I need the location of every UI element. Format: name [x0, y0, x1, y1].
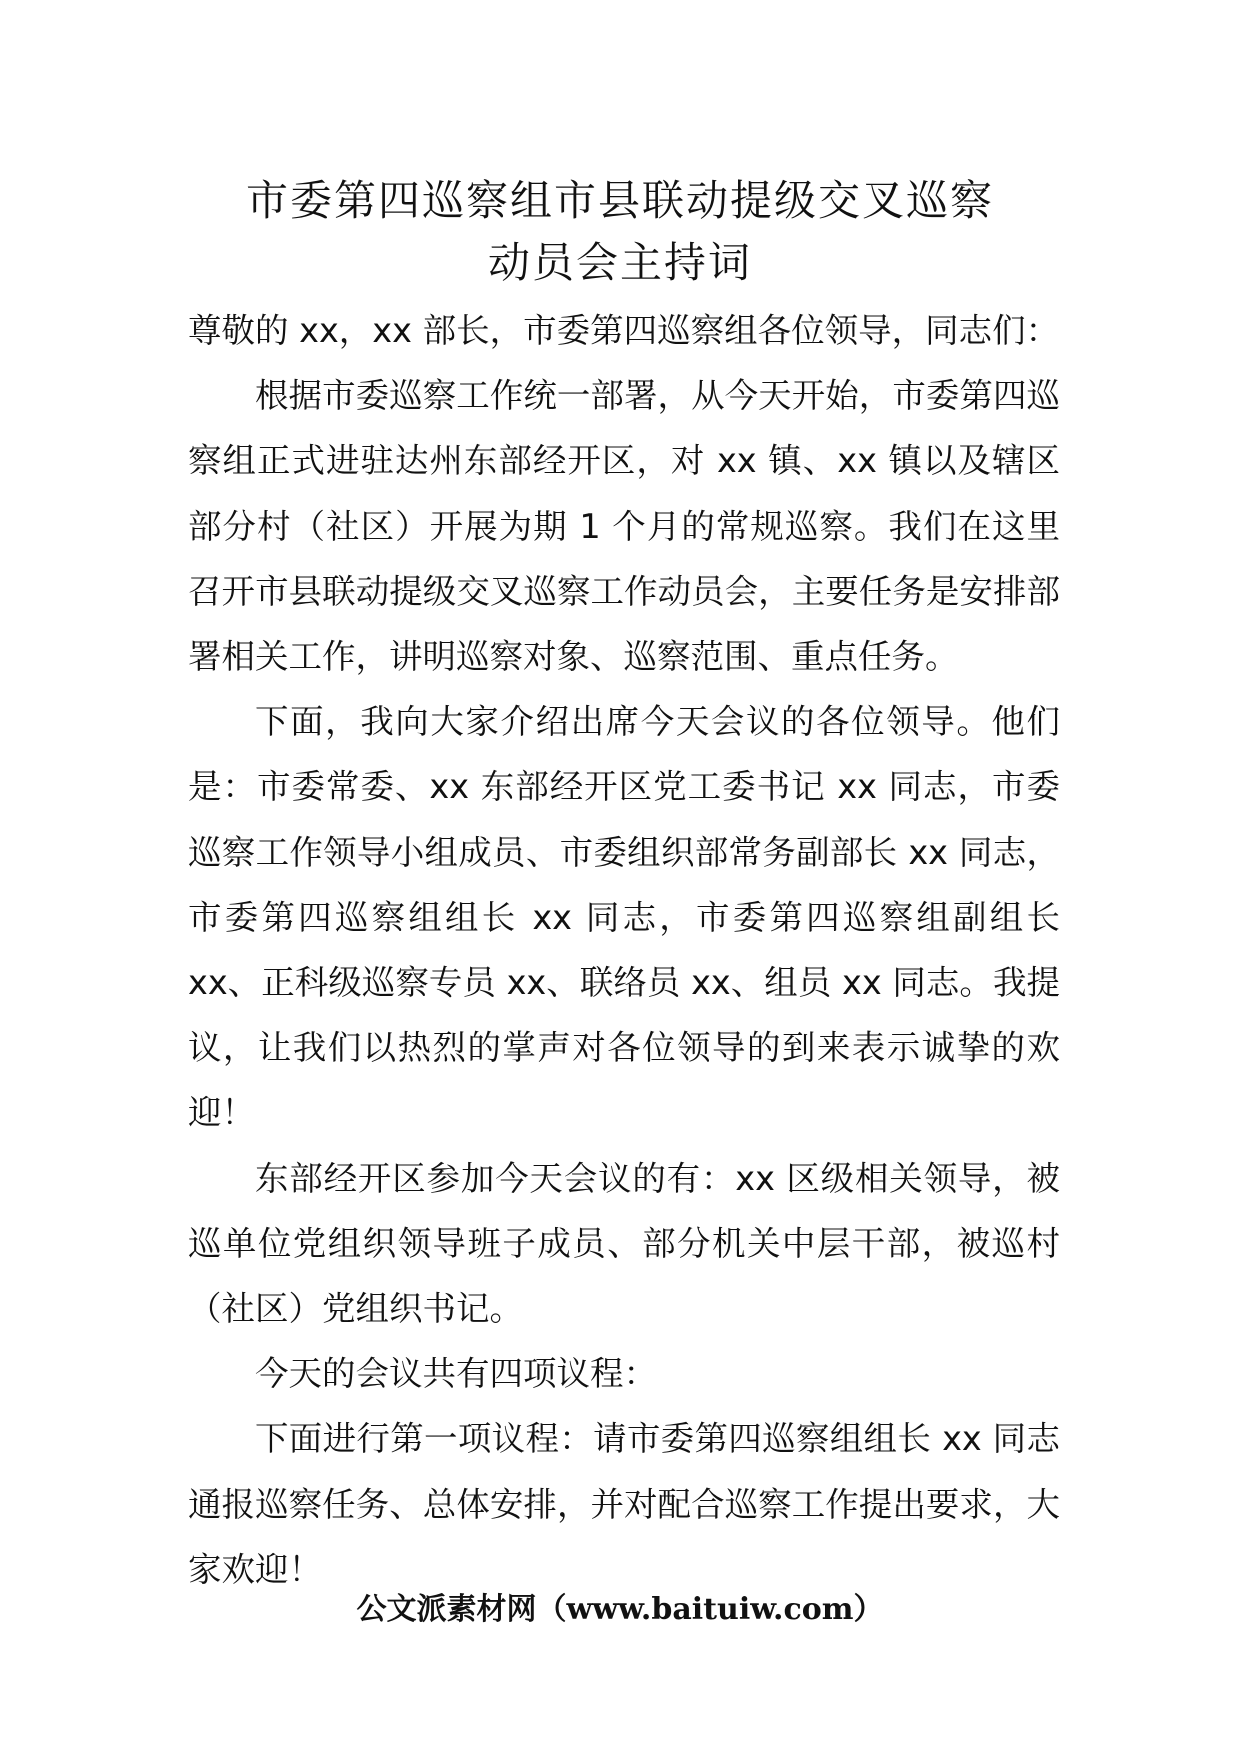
document-title [150, 170, 1090, 294]
paragraph-attendees: 东部经开区参加今天会议的有：xx 区级相关领导，被巡单位党组织领导班子成员、部分机关中层干部，被巡村（社区）党组织书记。 [188, 1158, 1060, 1329]
salutation: 尊敬的 xx，xx 部长，市委第四巡察组各位领导，同志们： [188, 311, 1060, 350]
paragraph-agenda: 今天的会议共有四项议程： [255, 1354, 657, 1394]
paragraph-leaders-intro: 下面，我向大家介绍出席今天会议的各位领导。他们是：市委常委、xx 东部经开区党工委书记 xx 同志，市委巡察工作领导小组成员、市委组织部常务副部长 xx 同志，市委第四巡察组组长 xx 同志，市委第四巡察组副组长 xx、正科级巡察专员 xx、联络员 xx、组员 xx 同志。我提议，让我们以热烈的掌声对各位领导的到来表示诚挚的欢迎！ [188, 702, 1060, 1133]
footer-watermark: 公文派素材网（www.baituiw.com） [356, 1592, 884, 1627]
title-line-1: 市委第四巡察组市县联动提级交叉巡察 [245, 176, 994, 225]
paragraph-deployment: 根据市委巡察工作统一部署，从今天开始，市委第四巡察组正式进驻达州东部经开区，对 xx 镇、xx 镇以及辖区部分村（社区）开展为期 1 个月的常规巡察。我们在这里召开市县联动提级交叉巡察工作动员会，主要任务是安排部署相关工作，讲明巡察对象、巡察范围、重点任务。 [188, 376, 1060, 677]
paragraph-first-item: 下面进行第一项议程：请市委第四巡察组组长 xx 同志通报巡察任务、总体安排，并对配合巡察工作提出要求，大家欢迎！ [188, 1419, 1060, 1589]
document-body [188, 298, 1060, 1602]
title-line-2: 动员会主持词 [487, 238, 752, 287]
